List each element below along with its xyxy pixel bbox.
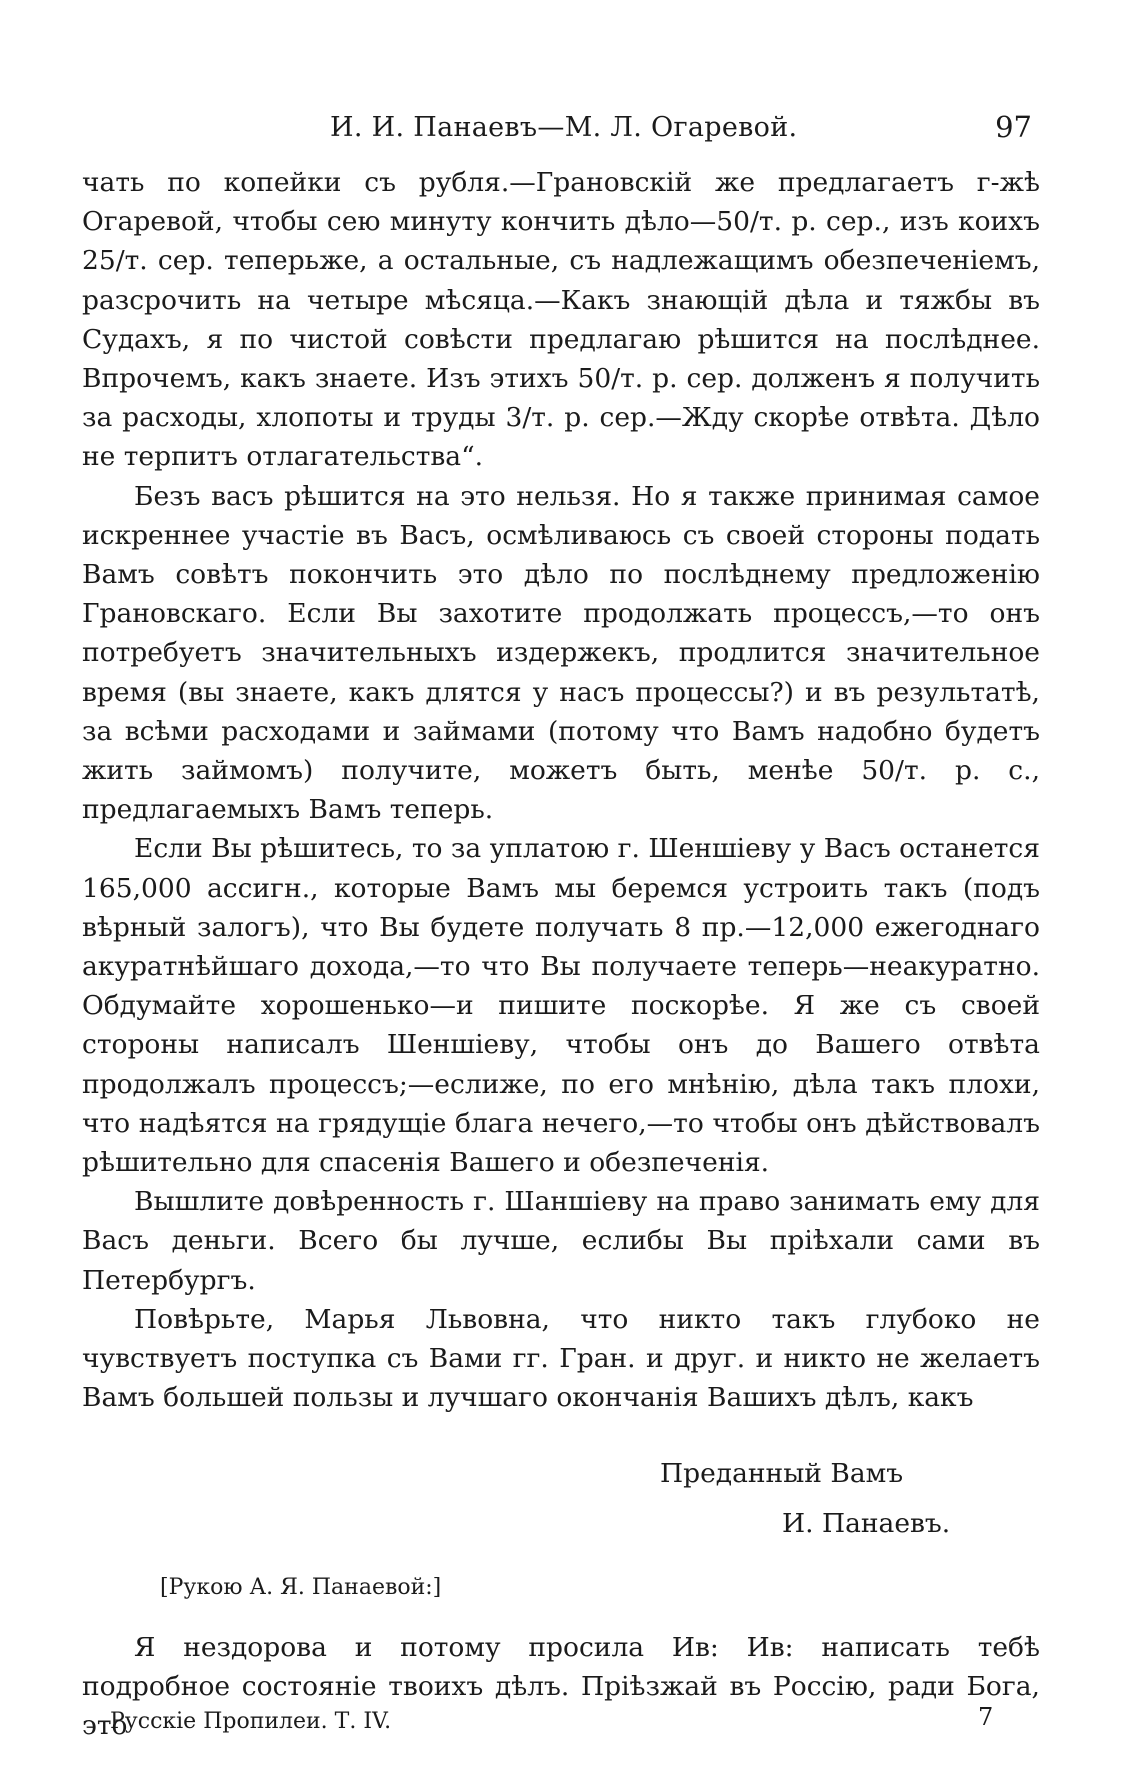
footer-source: Русскіе Пропилеи. Т. IV. [110,1709,392,1734]
paragraph: Безъ васъ рѣшится на это нельзя. Но я также принимая самое искреннее участіе въ Васъ, осмѣливаюсь съ своей стороны подать Вамъ совѣтъ покончить это дѣло по послѣднему предложенію Грановскаго. Если Вы захотите продолжать процессъ,—то онъ потребуетъ значительныхъ издержекъ, продлится значительное время (вы знаете, какъ длятся у насъ процессы?) и въ результатѣ, за всѣми расходами и займами (потому что Вамъ надобно будетъ жить займомъ) получите, можетъ быть, менѣе 50/т. р. с., предлагаемыхъ Вамъ теперь. [82,480,1040,826]
running-header [82,102,1040,152]
running-header-title: И. И. Панаевъ—М. Л. Огаревой. [330,112,798,143]
paragraph-continued: чать по копейки съ рубля.—Грановскій же предлагаетъ г-жѣ Огаревой, чтобы сею минуту кончить дѣло—50/т. р. сер., изъ коихъ 25/т. сер. теперьже, а остальные, съ надлежащимъ обезпеченіемъ, разсрочить на четыре мѣсяца.—Какъ знающій дѣла и тяжбы въ Судахъ, я по чистой совѣсти предлагаю рѣшится на послѣднее. Впрочемъ, какъ знаете. Изъ этихъ 50/т. р. сер. долженъ я получить за расходы, хлопоты и труды 3/т. р. сер.—Жду скорѣе отвѣта. Дѣло не терпитъ отлагательства“. [82,167,1040,473]
closing-salutation: Преданный Вамъ [660,1458,904,1489]
paragraph: Я нездорова и потому просила Ив: Ив: написать тебѣ подробное состояніе твоихъ дѣлъ. Пріѣзжай въ Россію, ради Бога, это [82,1632,1040,1742]
paragraph: Если Вы рѣшитесь, то за уплатою г. Шеншіеву у Васъ останется 165,000 ассигн., которые Вамъ мы беремся устроить такъ (подъ вѣрный залогъ), что Вы будете получать 8 пр.—12,000 ежегоднаго акуратнѣйшаго дохода,—то что Вы получаете теперь—неакуратно. Обдумайте хорошенько—и пишите поскорѣе. Я же съ своей стороны написалъ Шеншіеву, чтобы онъ до Вашего отвѣта продолжалъ процессъ;—еслиже, по его мнѣнію, дѣла такъ плохи, что надѣятся на грядущіе блага нечего,—то чтобы онъ дѣйствовалъ рѣшительно для спасенія Вашего и обезпеченія. [82,833,1040,1179]
signature-mark: 7 [978,1703,994,1731]
editorial-note: [Рукою А. Я. Панаевой:] [160,1575,442,1600]
closing-signature: И. Панаевъ. [782,1508,951,1539]
paragraph: Вышлите довѣренность г. Шаншіеву на право занимать ему для Васъ деньги. Всего бы лучше, еслибы Вы пріѣхали сами въ Петербургъ. [82,1186,1040,1296]
letter-body [82,163,1040,1418]
page-number: 97 [995,110,1032,144]
paragraph: Повѣрьте, Марья Львовна, что никто такъ глубоко не чувствуетъ поступка съ Вами гг. Гран. и друг. и никто не желаетъ Вамъ большей пользы и лучшаго окончанія Вашихъ дѣлъ, какъ [82,1303,1040,1414]
